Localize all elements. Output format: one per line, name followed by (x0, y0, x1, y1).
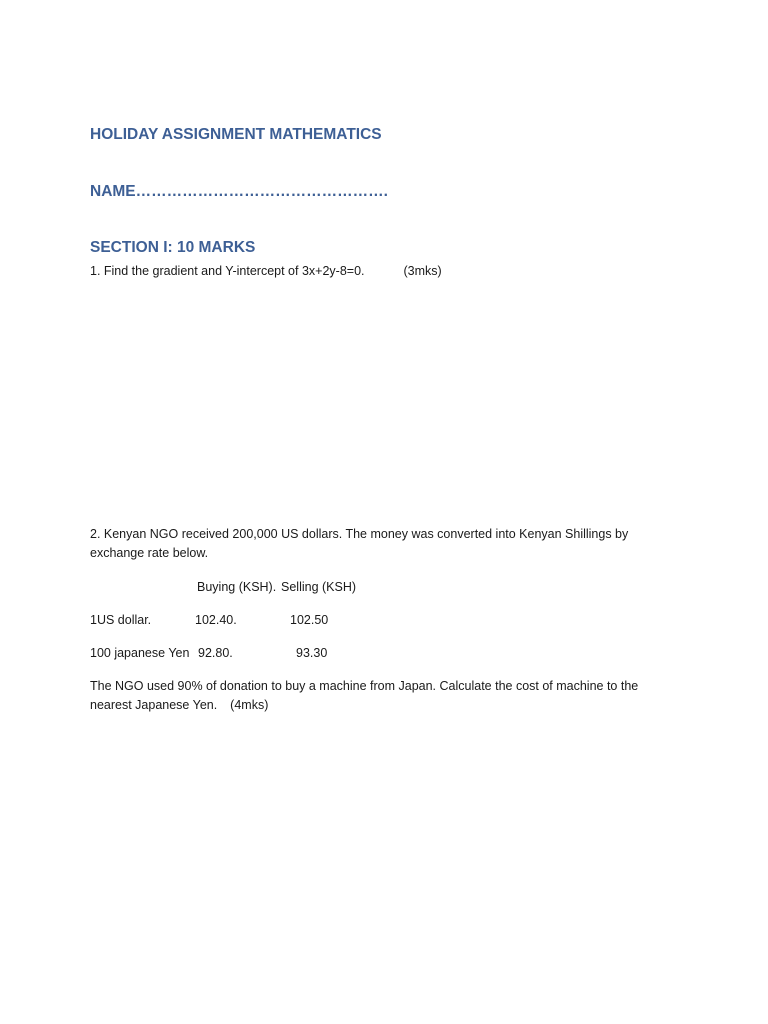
row-currency: 1US dollar. (90, 613, 152, 627)
row-buying: 92.80. (198, 646, 233, 660)
header-selling: Selling (KSH) (281, 580, 357, 594)
question-2-task-text: The NGO used 90% of donation to buy a machine from Japan. Calculate the cost of machine to the nearest Japanese Yen. (90, 679, 639, 712)
question-1-marks: (3mks) (403, 264, 442, 278)
row-buying: 102.40. (195, 613, 237, 627)
row-selling: 93.30 (296, 646, 328, 660)
row-currency: 100 japanese Yen (90, 646, 190, 660)
name-line: NAME…………………………………………. (90, 183, 388, 200)
section-heading: SECTION I: 10 MARKS (90, 239, 256, 256)
question-2-intro: 2. Kenyan NGO received 200,000 US dollars. The money was converted into Kenyan Shillings by exchange rate below. (90, 527, 629, 560)
question-1 (90, 262, 442, 281)
header-buying: Buying (KSH). (197, 580, 277, 594)
question-1-text: 1. Find the gradient and Y-intercept of 3x+2y-8=0. (90, 264, 365, 278)
row-selling: 102.50 (290, 613, 329, 627)
question-2-task (90, 677, 660, 715)
question-2-marks: (4mks) (230, 698, 269, 712)
document-title: HOLIDAY ASSIGNMENT MATHEMATICS (90, 126, 382, 143)
